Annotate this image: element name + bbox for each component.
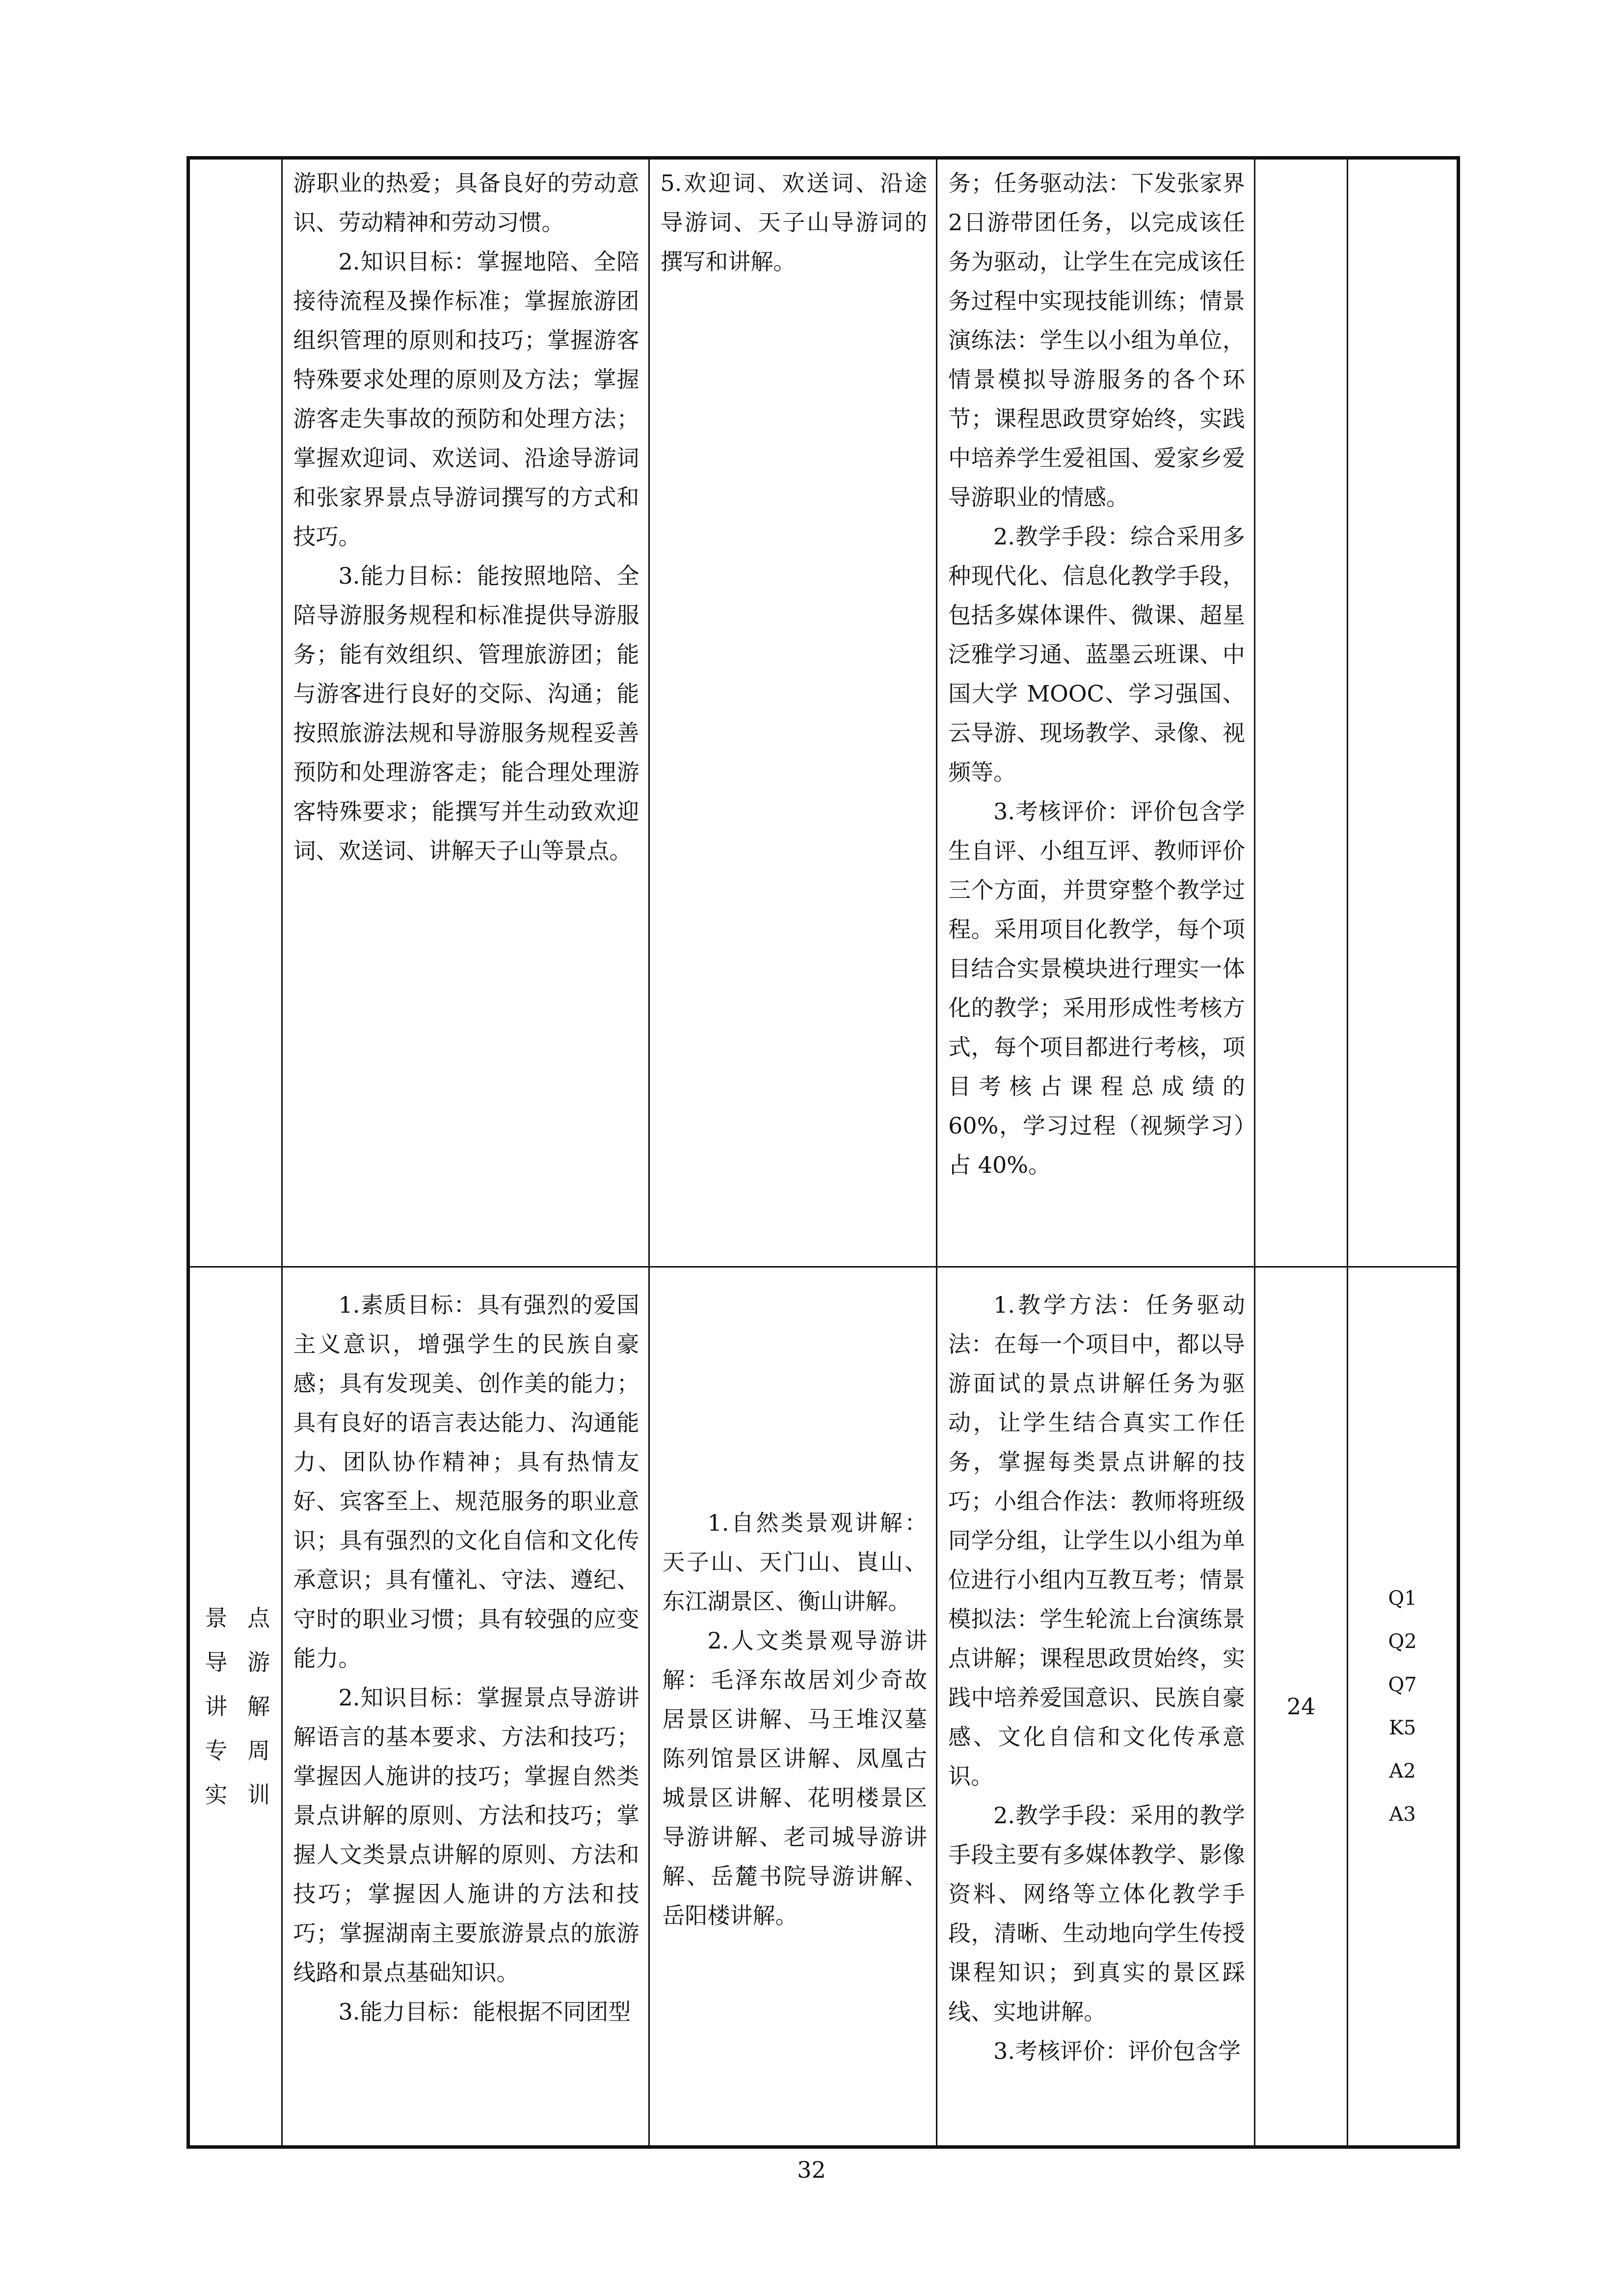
objectives-cell xyxy=(282,1267,649,2147)
course-name-char: 讲 xyxy=(205,1693,228,1720)
course-name-char: 游 xyxy=(247,1649,270,1675)
course-name-char: 解 xyxy=(247,1693,270,1720)
course-name-char: 实 xyxy=(205,1782,228,1808)
course-name-char: 专 xyxy=(205,1737,228,1764)
content-paragraph: 5.欢迎词、欢送词、沿途导游词、天子山导游词的撰写和讲解。 xyxy=(660,170,928,275)
content-paragraph: 2.人文类景观导游讲解：毛泽东故居刘少奇故居景区讲解、马王堆汉墓陈列馆景区讲解、凤凰古城景区讲解、花明楼景区导游讲解、老司城导游讲解、岳麓书院导游讲解、岳阳楼讲解。 xyxy=(662,1627,928,1929)
objectives-paragraph: 3.能力目标：能按照地陪、全陪导游服务规程和标准提供导游服务；能有效组织、管理旅游团；能与游客进行良好的交际、沟通；能按照旅游法规和导游服务规程妥善预防和处理游客走；能合理处理游客特殊要求；能撰写并生动致欢迎词、欢送词、讲解天子山等景点。 xyxy=(293,563,639,864)
methods-paragraph: 1.教学方法：任务驱动法：在每一个项目中，都以导游面试的景点讲解任务为驱动，让学生结合真实工作任务，掌握每类景点讲解的技巧；小组合作法：教师将班级同学分组，让学生以小组为单位进行小组内互教互考；情景模拟法：学生轮流上台演练景点讲解；课程思政贯始终，实践中培养爱国意识、民族自豪感、文化自信和文化传承意识。 xyxy=(948,1292,1245,1789)
table-row xyxy=(188,1267,1459,2147)
competency-codes xyxy=(1348,1577,1457,1836)
objectives-cell xyxy=(282,158,649,1267)
methods-cell xyxy=(937,158,1255,1267)
codes-cell xyxy=(1348,158,1459,1267)
competency-code: Q7 xyxy=(1388,1674,1417,1696)
course-name-char: 周 xyxy=(247,1737,270,1764)
methods-cell xyxy=(937,1267,1255,2147)
competency-code: Q1 xyxy=(1388,1587,1417,1610)
table-row xyxy=(188,158,1459,1267)
content-paragraph: 1.自然类景观讲解：天子山、天门山、崀山、东江湖景区、衡山讲解。 xyxy=(662,1510,928,1615)
competency-code: A2 xyxy=(1389,1760,1416,1783)
course-name-cell xyxy=(188,1267,282,2147)
course-name-char: 导 xyxy=(205,1649,228,1675)
curriculum-table xyxy=(186,156,1460,2149)
hours-cell xyxy=(1254,158,1348,1267)
content-cell xyxy=(649,1267,937,2147)
course-name-char: 景 xyxy=(205,1605,228,1631)
objectives-paragraph: 2.知识目标：掌握景点导游讲解语言的基本要求、方法和技巧；掌握因人施讲的技巧；掌握自然类景点讲解的原则、方法和技巧；掌握人文类景点讲解的原则、方法和技巧；掌握因人施讲的方法和技巧；掌握湖南主要旅游景点的旅游线路和景点基础知识。 xyxy=(293,1684,639,1986)
course-name-char: 点 xyxy=(247,1605,270,1631)
competency-code: A3 xyxy=(1389,1803,1416,1826)
competency-code: Q2 xyxy=(1388,1630,1417,1653)
hours-value: 24 xyxy=(1286,1693,1316,1720)
methods-paragraph: 2.教学手段：综合采用多种现代化、信息化教学手段，包括多媒体课件、微课、超星泛雅学习通、蓝墨云班课、中国大学 MOOC、学习强国、云导游、现场教学、录像、视频等。 xyxy=(948,523,1245,785)
methods-paragraph: 务；任务驱动法：下发张家界2日游带团任务，以完成该任务为驱动，让学生在完成该任务过程中实现技能训练；情景演练法：学生以小组为单位，情景模拟导游服务的各个环节；课程思政贯穿始终，实践中培养学生爱祖国、爱家乡爱导游职业的情感。 xyxy=(948,170,1245,511)
methods-paragraph: 3.考核评价：评价包含学 xyxy=(993,2038,1241,2064)
methods-paragraph: 2.教学手段：采用的教学手段主要有多媒体教学、影像资料、网络等立体化教学手段，清晰、生动地向学生传授课程知识；到真实的景区踩线、实地讲解。 xyxy=(948,1802,1245,2025)
competency-code: K5 xyxy=(1389,1717,1416,1739)
objectives-paragraph: 2.知识目标：掌握地陪、全陪接待流程及操作标准；掌握旅游团组织管理的原则和技巧；掌握游客特殊要求处理的原则及方法；掌握游客走失事故的预防和处理方法；掌握欢迎词、欢送词、沿途导游词和张家界景点导游词撰写的方式和技巧。 xyxy=(293,248,639,550)
objectives-paragraph: 3.能力目标：能根据不同团型 xyxy=(338,1999,631,2025)
hours-cell xyxy=(1254,1267,1348,2147)
objectives-paragraph: 游职业的热爱；具备良好的劳动意识、劳动精神和劳动习惯。 xyxy=(293,170,639,236)
page-number: 32 xyxy=(797,2157,826,2183)
methods-paragraph: 3.考核评价：评价包含学生自评、小组互评、教师评价三个方面，并贯穿整个教学过程。采用项目化教学，每个项目结合实景模块进行理实一体化的教学；采用形成性考核方式，每个项目都进行考核，项目考核占课程总成绩的 60%，学习过程（视频学习）占 40%。 xyxy=(948,798,1245,1178)
course-name-cell xyxy=(188,158,282,1267)
course-name-char: 训 xyxy=(247,1782,270,1808)
course-name xyxy=(190,1598,281,1814)
content-cell xyxy=(649,158,937,1267)
objectives-paragraph: 1.素质目标：具有强烈的爱国主义意识，增强学生的民族自豪感；具有发现美、创作美的能力；具有良好的语言表达能力、沟通能力、团队协作精神；具有热情友好、宾客至上、规范服务的职业意识；具有强烈的文化自信和文化传承意识；具有懂礼、守法、遵纪、守时的职业习惯；具有较强的应变能力。 xyxy=(293,1292,639,1672)
codes-cell xyxy=(1348,1267,1459,2147)
